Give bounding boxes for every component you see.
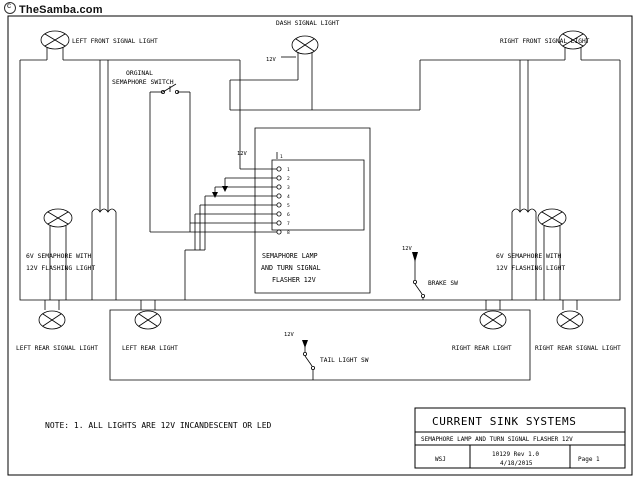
svg-text:3: 3 <box>287 186 290 191</box>
label-dash-signal-light: DASH SIGNAL LIGHT <box>276 20 340 27</box>
title-drawing-title: SEMAPHORE LAMP AND TURN SIGNAL FLASHER 12V <box>421 436 573 443</box>
label-right-semaphore-1: 6V SEMAPHORE WITH <box>496 252 562 260</box>
lamp-left-front-signal <box>41 31 69 60</box>
svg-text:1: 1 <box>287 168 290 173</box>
label-right-rear-signal-light: RIGHT REAR SIGNAL LIGHT <box>535 345 621 352</box>
lamp-left-rear <box>135 300 161 329</box>
title-page: Page 1 <box>578 456 600 463</box>
lamp-dash-signal <box>292 36 318 62</box>
brake-switch <box>402 246 458 300</box>
label-right-semaphore-2: 12V FLASHING LIGHT <box>496 264 566 272</box>
tail-light-sw-label: TAIL LIGHT SW <box>320 357 369 364</box>
svg-text:2: 2 <box>287 177 290 182</box>
flasher-label-line3: FLASHER 12V <box>272 276 316 284</box>
label-left-semaphore-2: 12V FLASHING LIGHT <box>26 264 96 272</box>
title-number: 10129 Rev 1.0 <box>492 451 539 458</box>
svg-text:5: 5 <box>287 204 290 209</box>
lamp-right-semaphore <box>512 209 566 238</box>
lamp-left-semaphore <box>44 209 116 238</box>
svg-text:8: 8 <box>287 231 290 236</box>
brake-12v-label: 12V <box>402 246 412 252</box>
svg-text:1: 1 <box>280 155 283 160</box>
note-text: NOTE: 1. ALL LIGHTS ARE 12V INCANDESCENT OR LED <box>45 421 272 430</box>
label-left-front-signal-light: LEFT FRONT SIGNAL LIGHT <box>72 38 158 45</box>
label-left-rear-light: LEFT REAR LIGHT <box>122 345 178 352</box>
flasher-12v-label: 12V <box>237 151 247 157</box>
label-left-semaphore-1: 6V SEMAPHORE WITH <box>26 252 92 260</box>
svg-text:4: 4 <box>287 195 290 200</box>
title-block <box>415 408 625 468</box>
brake-sw-label: BRAKE SW <box>428 280 458 287</box>
label-original-switch-1: ORGINAL <box>126 69 153 77</box>
watermark-text: TheSamba.com <box>19 4 103 16</box>
tail-light-switch <box>284 332 369 380</box>
flasher-label-line1: SEMAPHORE LAMP <box>262 252 318 260</box>
dash-12v-label: 12V <box>266 57 276 63</box>
label-original-switch-2: SEMAPHORE SWITCH <box>112 78 174 86</box>
label-left-rear-signal-light: LEFT REAR SIGNAL LIGHT <box>16 345 98 352</box>
lamp-left-rear-signal <box>39 300 65 329</box>
svg-text:7: 7 <box>287 222 290 227</box>
lamp-right-front-signal <box>559 31 587 60</box>
lamp-right-rear-signal <box>557 300 583 329</box>
svg-text:6: 6 <box>287 213 290 218</box>
original-semaphore-switch <box>150 84 190 232</box>
drawing-frame <box>8 16 632 475</box>
flasher-label-line2: AND TURN SIGNAL <box>261 264 321 272</box>
title-company: CURRENT SINK SYSTEMS <box>432 415 577 428</box>
flasher-pin-block <box>272 160 364 230</box>
title-date: 4/18/2015 <box>500 460 533 467</box>
lamp-right-rear <box>480 300 506 329</box>
label-right-front-signal-light: RIGHT FRONT SIGNAL LIGHT <box>500 38 590 45</box>
flasher-pins <box>277 152 290 236</box>
title-drawn-by: WSJ <box>435 456 446 463</box>
label-right-rear-light: RIGHT REAR LIGHT <box>452 345 512 352</box>
tail-12v-label: 12V <box>284 332 294 338</box>
